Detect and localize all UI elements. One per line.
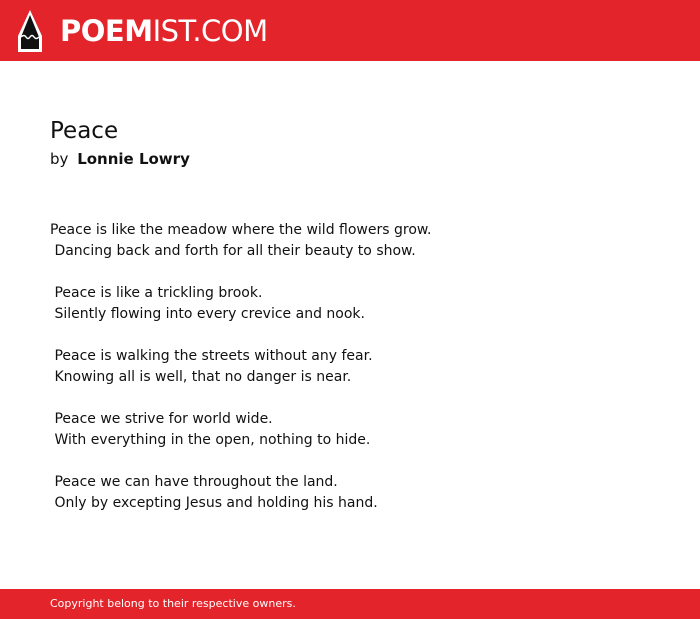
poem-body bbox=[50, 220, 650, 535]
site-header bbox=[0, 0, 700, 61]
poem-line: Peace we can have throughout the land. bbox=[50, 474, 338, 490]
poem-stanza bbox=[50, 409, 650, 451]
poem-stanza bbox=[50, 220, 650, 262]
poem-line: Peace is like the meadow where the wild flowers grow. bbox=[50, 222, 432, 238]
poem-line: Dancing back and forth for all their beauty to show. bbox=[50, 243, 416, 259]
site-footer bbox=[0, 589, 700, 619]
poem-stanza bbox=[50, 472, 650, 514]
author-link[interactable]: Lonnie Lowry bbox=[77, 150, 190, 168]
poem-line: Knowing all is well, that no danger is near. bbox=[50, 369, 352, 385]
poem-line: Silently flowing into every crevice and nook. bbox=[50, 306, 365, 322]
poem-line: Peace is like a trickling brook. bbox=[50, 285, 263, 301]
pencil-tip-icon bbox=[16, 9, 44, 53]
copyright-text: Copyright belong to their respective owners. bbox=[50, 597, 296, 610]
poem-title: Peace bbox=[50, 118, 119, 144]
poem-line: With everything in the open, nothing to hide. bbox=[50, 432, 371, 448]
poem-line: Peace is walking the streets without any fear. bbox=[50, 348, 373, 364]
poem-stanza bbox=[50, 283, 650, 325]
site-logo-text bbox=[60, 13, 268, 48]
site-logo-link[interactable] bbox=[16, 8, 268, 54]
by-label: by bbox=[50, 150, 69, 168]
poem-line: Only by excepting Jesus and holding his hand. bbox=[50, 495, 378, 511]
logo-light-text: IST.COM bbox=[152, 13, 268, 48]
poem-byline bbox=[50, 150, 190, 168]
poem-stanza bbox=[50, 346, 650, 388]
poem-line: Peace we strive for world wide. bbox=[50, 411, 273, 427]
logo-bold-text: POEM bbox=[60, 13, 153, 48]
